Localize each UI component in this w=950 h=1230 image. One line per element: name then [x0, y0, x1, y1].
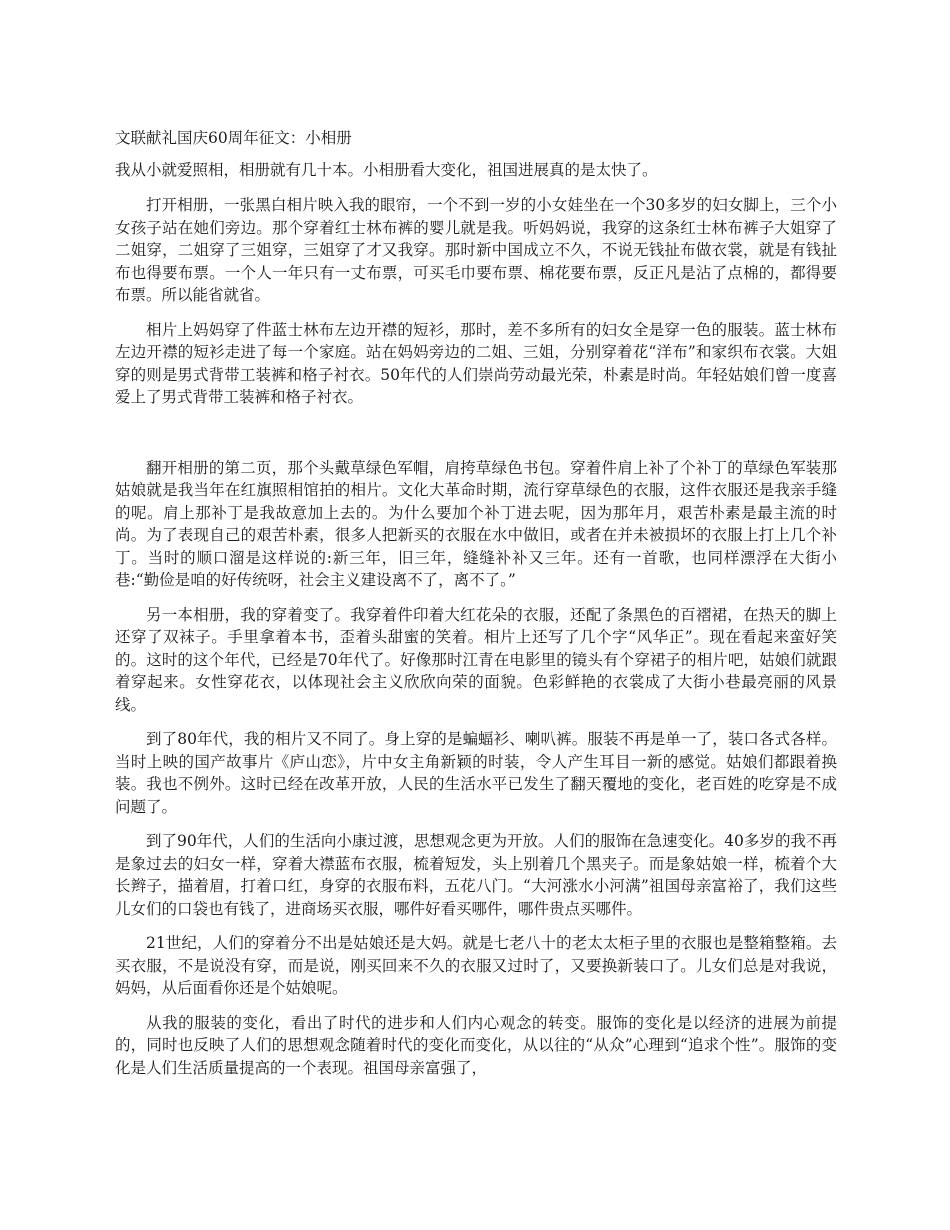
document-title: 文联献礼国庆60周年征文：小相册	[115, 129, 352, 147]
paragraph-4: 另一本相册，我的穿着变了。我穿着件印着大红花朵的衣服，还配了条黑色的百褶裙，在热天的脚上还穿了双袜子。手里拿着本书，歪着头甜蜜的笑着。相片上还写了几个字“风华正”。现在看起来蛮好笑的。这时的这个年代，已经是70年代了。好像那时江青在电影里的镜头有个穿裙子的相片吧，姑娘们就跟着穿起来。女性穿花衣，以体现社会主义欣欣向荣的面貌。色彩鲜艳的衣裳成了大街小巷最亮丽的风景线。	[115, 605, 837, 714]
paragraph-2: 相片上妈妈穿了件蓝士林布左边开襟的短衫，那时，差不多所有的妇女全是穿一色的服装。蓝士林布左边开襟的短衫走进了每一个家庭。站在妈妈旁边的二姐、三姐，分别穿着花“洋布”和家织布衣裳。大姐穿的则是男式背带工装裤和格子衬衣。50年代的人们崇尚劳动最光荣，朴素是时尚。年轻姑娘们曾一度喜爱上了男式背带工装裤和格子衬衣。	[115, 320, 837, 406]
paragraph-7: 21世纪，人们的穿着分不出是姑娘还是大妈。就是七老八十的老太太柜子里的衣服也是整箱整箱。去买衣服，不是说没有穿，而是说，刚买回来不久的衣服又过时了，又要换新装口了。儿女们总是对我说，妈妈，从后面看你还是个姑娘呢。	[115, 934, 837, 997]
paragraph-6: 到了90年代，人们的生活向小康过渡，思想观念更为开放。人们的服饰在急速变化。40多岁的我不再是象过去的妇女一样，穿着大襟蓝布衣服，梳着短发，头上别着几个黑夹子。而是象姑娘一样，梳着个大长辫子，描着眉，打着口红，身穿的衣服布料，五花八门。“大河涨水小河满”祖国母亲富裕了，我们这些儿女们的口袋也有钱了，进商场买衣服，哪件好看买哪件，哪件贵点买哪件。	[115, 832, 837, 918]
intro-paragraph: 我从小就爱照相，相册就有几十本。小相册看大变化，祖国进展真的是太快了。	[115, 161, 658, 179]
blank-gap	[115, 421, 837, 457]
paragraph-1: 打开相册，一张黑白相片映入我的眼帘，一个不到一岁的小女娃坐在一个30多岁的妇女脚上，三个小女孩子站在她们旁边。那个穿着红士林布裤的婴儿就是我。听妈妈说，我穿的这条红士林布裤子大姐穿了二姐穿，二姐穿了三姐穿，三姐穿了才又我穿。那时新中国成立不久，不说无钱扯布做衣裳，就是有钱扯布也得要布票。一个人一年只有一丈布票，可买毛巾要布票、棉花要布票，反正凡是沾了点棉的，都得要布票。所以能省就省。	[115, 196, 837, 304]
paragraph-3: 翻开相册的第二页，那个头戴草绿色军帽，肩挎草绿色书包。穿着件肩上补了个补丁的草绿色军装那姑娘就是我当年在红旗照相馆拍的相片。文化大革命时期，流行穿草绿色的衣服，这件衣服还是我亲手缝的呢。肩上那补丁是我故意加上去的。为什么要加个补丁进去呢，因为那年月，艰苦朴素是最主流的时尚。为了表现自己的艰苦朴素，很多人把新买的衣服在水中做旧，或者在并未被损坏的衣服上打上几个补丁。当时的顺口溜是这样说的:新三年，旧三年，缝缝补补又三年。还有一首歌，也同样漂浮在大街小巷:“勤俭是咱的好传统呀，社会主义建设离不了，离不了。”	[115, 458, 837, 589]
paragraph-8: 从我的服装的变化，看出了时代的进步和人们内心观念的转变。服饰的变化是以经济的进展为前提的，同时也反映了人们的思想观念随着时代的变化而变化，从以往的“从众”心理到“追求个性”。服饰的变化是人们生活质量提高的一个表现。祖国母亲富强了，	[115, 1013, 837, 1077]
document-body	[115, 126, 837, 1091]
paragraph-5: 到了80年代，我的相片又不同了。身上穿的是蝙蝠衫、喇叭裤。服装不再是单一了，装口各式各样。当时上映的国产故事片《庐山恋》，片中女主角新颖的时装，令人产生耳目一新的感觉。姑娘们都跟着换装。我也不例外。这时已经在改革开放，人民的生活水平已发生了翻天覆地的变化，老百姓的吃穿是不成问题了。	[115, 730, 837, 816]
